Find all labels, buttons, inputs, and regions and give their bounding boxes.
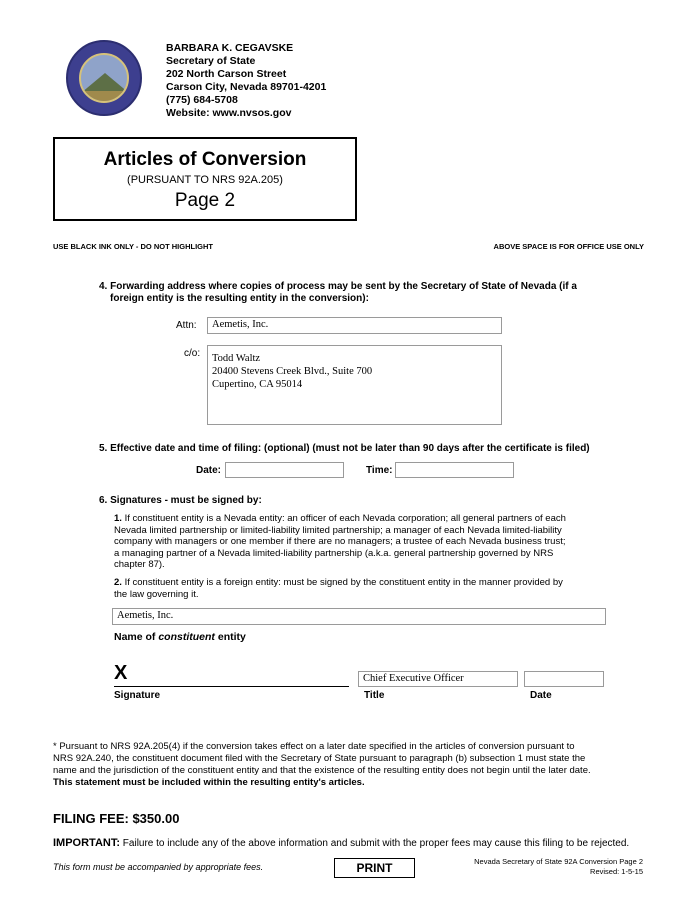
footnote-line-3: name and the jurisdiction of the constituent entity and that the existence of the resulting entity does not begin until the later date. xyxy=(53,765,591,776)
section-5-heading: 5. Effective date and time of filing: (optional) (must not be later than 90 days after the certificate is filed) xyxy=(99,443,590,454)
signature-label: Signature xyxy=(114,690,161,701)
footnote xyxy=(53,741,653,789)
state-seal xyxy=(66,40,142,116)
rule-2-line-2: the law governing it. xyxy=(114,588,199,600)
effective-date-input[interactable] xyxy=(225,462,344,478)
rule-2-number: 2. xyxy=(114,577,122,588)
revision-info xyxy=(474,857,643,877)
attn-input[interactable]: Aemetis, Inc. xyxy=(207,317,502,334)
effective-time-input[interactable] xyxy=(395,462,514,478)
revision-line-2: Revised: 1-5-15 xyxy=(590,867,643,876)
co-label: c/o: xyxy=(184,348,201,359)
seal-emblem-icon xyxy=(79,53,129,103)
constituent-entity-input[interactable]: Aemetis, Inc. xyxy=(112,608,606,625)
form-subtitle: (PURSUANT TO NRS 92A.205) xyxy=(127,174,283,186)
rule-1-line-1: If constituent entity is a Nevada entity: an officer of each Nevada corporation; all general partners of each xyxy=(124,513,566,524)
footnote-line-1: * Pursuant to NRS 92A.205(4) if the conversion takes effect on a later date specified in the articles of conversion pursuant to xyxy=(53,741,575,752)
important-label: IMPORTANT: xyxy=(53,837,121,849)
rule-1-line-2: Nevada limited partnership or limited-liability limited partnership; a manager of each Nevada limited-liability xyxy=(114,524,562,536)
title-input[interactable]: Chief Executive Officer xyxy=(358,671,518,687)
title-label: Title xyxy=(364,690,385,701)
revision-line-1: Nevada Secretary of State 92A Conversion Page 2 xyxy=(474,857,643,866)
website: Website: www.nvsos.gov xyxy=(166,107,292,119)
footnote-line-2: NRS 92A.240, the constituent document filed with the Secretary of State pursuant to paragraph (b) subsection 1 must state the xyxy=(53,753,586,764)
co-line-3: Cupertino, CA 95014 xyxy=(212,379,303,390)
attn-label: Attn: xyxy=(176,320,197,331)
ink-notice: USE BLACK INK ONLY - DO NOT HIGHLIGHT xyxy=(53,242,214,251)
filing-fee: FILING FEE: $350.00 xyxy=(53,811,180,826)
city-address: Carson City, Nevada 89701-4201 xyxy=(166,81,327,93)
rule-1-line-3: company with managers or one member if there are no managers; a trustee of each Nevada business trust; xyxy=(114,536,566,547)
footnote-line-4: This statement must be included within the resulting entity's articles. xyxy=(53,777,365,788)
co-address-textarea[interactable] xyxy=(207,345,502,425)
print-button[interactable]: PRINT xyxy=(334,858,415,878)
form-title: Articles of Conversion xyxy=(103,149,307,170)
signature-rule-2 xyxy=(114,577,614,600)
signature-x-mark: X xyxy=(114,662,128,684)
constituent-entity-label: Name of constituent entity xyxy=(114,631,246,643)
signature-rule-1 xyxy=(114,513,614,571)
rule-1-line-4: a managing partner of a Nevada limited-liability partnership (a.k.a. general partnership governed by NRS xyxy=(114,547,554,559)
official-title: Secretary of State xyxy=(166,55,256,67)
effective-time-label: Time: xyxy=(366,465,393,476)
phone-number: (775) 684-5708 xyxy=(166,94,238,106)
important-text: Failure to include any of the above information and submit with the proper fees may cause this filing to be rejected. xyxy=(122,838,630,849)
effective-date-label: Date: xyxy=(196,465,222,476)
section-4-heading-line2: foreign entity is the resulting entity in the conversion): xyxy=(110,293,369,304)
signature-date-label: Date xyxy=(530,690,552,701)
fees-notice: This form must be accompanied by appropriate fees. xyxy=(53,862,264,872)
rule-1-number: 1. xyxy=(114,513,122,524)
rule-2-line-1: If constituent entity is a foreign entity: must be signed by the constituent entity in the manner provided by xyxy=(124,577,563,588)
office-use-notice: ABOVE SPACE IS FOR OFFICE USE ONLY xyxy=(493,242,644,251)
form-page-number: Page 2 xyxy=(174,190,236,211)
section-4-heading-line1: 4. Forwarding address where copies of process may be sent by the Secretary of State of Nevada (if a xyxy=(99,281,577,292)
signature-line[interactable] xyxy=(114,686,349,687)
street-address: 202 North Carson Street xyxy=(166,68,287,80)
important-notice xyxy=(53,838,673,850)
office-address xyxy=(166,42,326,120)
section-6-heading: 6. Signatures - must be signed by: xyxy=(99,495,262,506)
co-line-1: Todd Waltz xyxy=(212,353,261,364)
form-title-box xyxy=(53,137,357,221)
signature-date-input[interactable] xyxy=(524,671,604,687)
co-line-2: 20400 Stevens Creek Blvd., Suite 700 xyxy=(212,366,373,377)
official-name: BARBARA K. CEGAVSKE xyxy=(166,42,294,54)
rule-1-line-5: chapter 87). xyxy=(114,559,165,570)
